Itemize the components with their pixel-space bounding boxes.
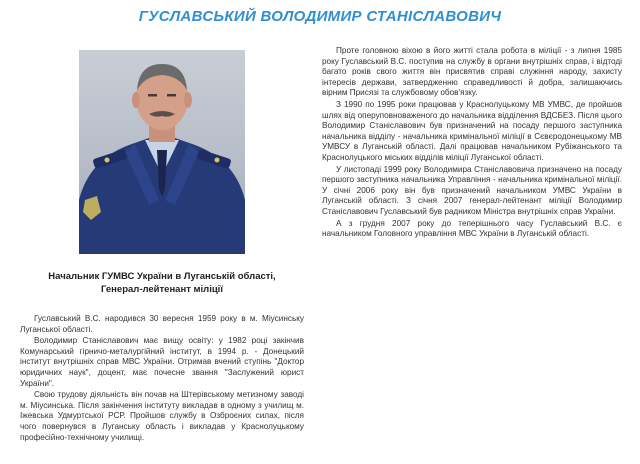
caption-rank: Генерал-лейтенант міліції [100, 284, 223, 295]
photo-caption [20, 270, 304, 296]
portrait-photo [79, 50, 245, 254]
paragraph: Володимир Станіславович має вищу освіту: у 1982 році закінчив Комунарський гірничо-металургійний інститут, в 1994 р. - Донецький інститут внутрішніх справ МВС України. Отримав вчений ступінь "Доктор юридичних наук", доцент, має почесне звання "Заслужений юрист України". [20, 336, 304, 388]
paragraph: Проте головною віхою в його житті стала робота в міліції - з липня 1985 року Гуславський В.С. поступив на службу в органи внутрішніх справ, і відтоді багато років свого життя він присвятив справі служіння народу, захисту інтересів держави, затвердженню справедливості й добра, залишаючись вірним Присязі та службовому обов'язку. [322, 46, 622, 98]
paragraph: Гуславський В.С. народився 30 вересня 1959 року в м. Міусинську Луганської області. [20, 314, 304, 334]
caption-position: Начальник ГУМВС України в Луганській області, [48, 271, 276, 282]
paragraph: З 1990 по 1995 роки працював у Краснолуцькому МВ УМВС, де пройшов шлях від оперуповноваженого до начальника відділення ВДСБЕЗ. Після цього Володимир Станіславович був призначений на посаду першого заступника начальника відділу - начальника кримінальної міліції в Сєвєродонецькому МВ УМВСУ в Луганській області. Далі працював начальником Рубіжанського та Краснолуцького міських відділів міліції Луганської області. [322, 99, 622, 162]
left-text-column [20, 314, 304, 444]
portrait-illustration [79, 50, 245, 254]
paragraph: Свою трудову діяльність він почав на Штерівському метизному заводі м. Міусинська. Після закінчення інституту викладав в одному з училищ м. Іжевська Удмуртської РСР. Пройшов службу в Озброєних силах, після чого повернувся в Луганську область і викладав у Краснолуцькому професійно-технічному училищі. [20, 390, 304, 442]
paragraph: А з грудня 2007 року до теперішнього часу Гуславський В.С. є начальником Головного управління МВС України в Луганській області. [322, 218, 622, 239]
right-text-column [322, 46, 622, 241]
page-title: ГУСЛАВСЬКИЙ ВОЛОДИМИР СТАНІСЛАВОВИЧ [138, 8, 502, 25]
paragraph: У листопаді 1999 року Володимира Станіславовича призначено на посаду першого заступника начальника Управління - начальника кримінальної міліції. У січні 2006 року він був призначений начальником УМВС України в Луганській області. З січня 2007 генерал-лейтенант міліції Володимир Станіславович Гуславський був радником Міністра внутрішніх справ України. [322, 164, 622, 216]
